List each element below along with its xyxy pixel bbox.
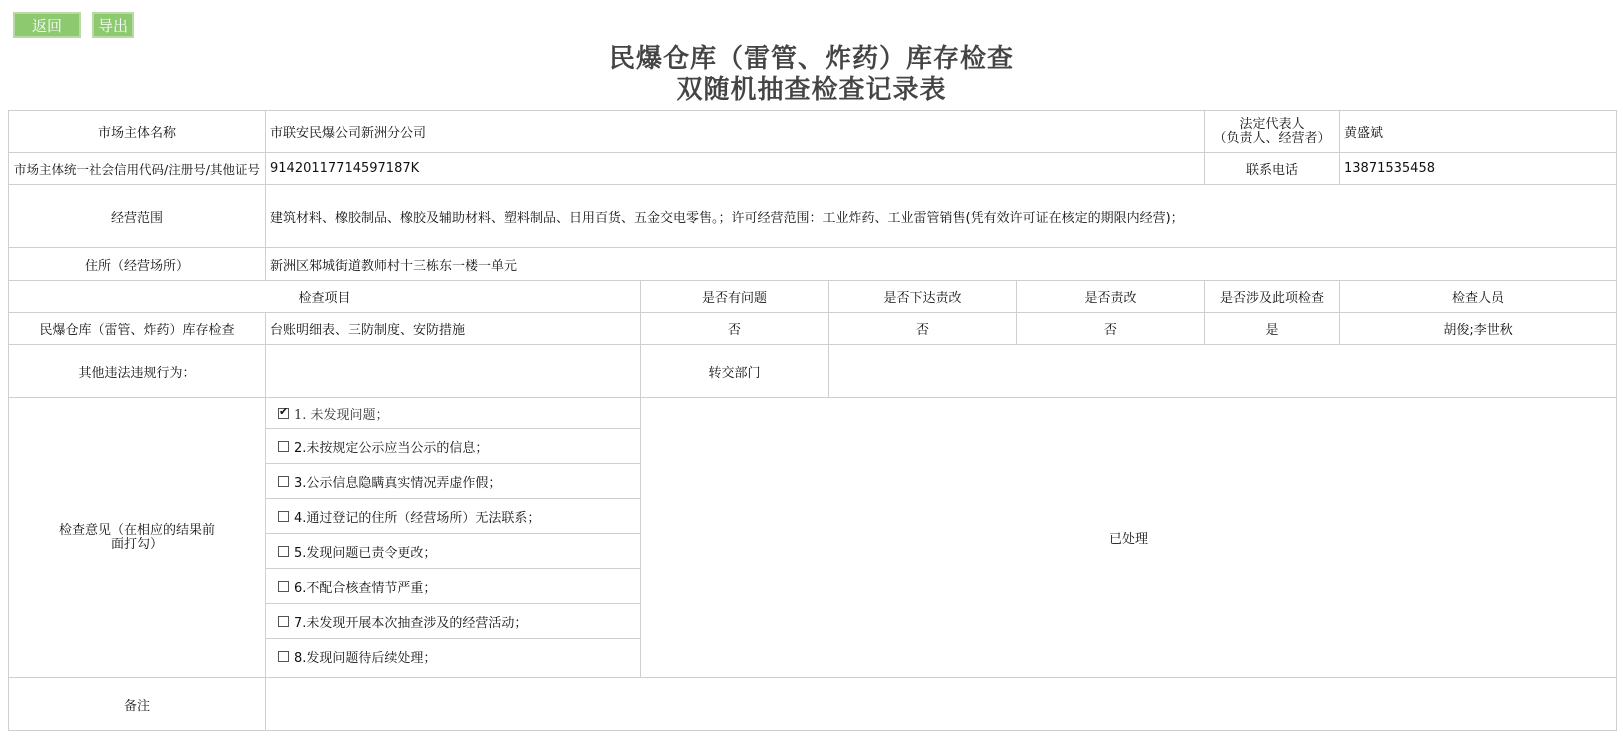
business-scope-label: 经营范围 (9, 185, 266, 248)
header-rectified: 是否责改 (1017, 281, 1205, 313)
opinion-option-label: 4.通过登记的住所（经营场所）无法联系； (294, 510, 541, 526)
address-value: 新洲区邾城街道教师村十三栋东一楼一单元 (266, 248, 1617, 281)
inspection-record-table (8, 110, 1617, 731)
legal-rep-value: 黄盛斌 (1340, 111, 1617, 153)
opinion-label-line2: 面打勾） (110, 536, 163, 552)
checkbox-icon[interactable] (278, 441, 289, 452)
checkbox-icon[interactable] (278, 476, 289, 487)
has-problem-value: 否 (641, 313, 829, 345)
other-violations-value (266, 345, 641, 398)
entity-name-value: 市联安民爆公司新洲分公司 (266, 111, 1205, 153)
header-involved: 是否涉及此项检查 (1205, 281, 1340, 313)
checkbox-icon[interactable] (278, 616, 289, 627)
header-check-item: 检查项目 (9, 281, 641, 313)
remarks-value (266, 678, 1617, 731)
business-scope-value: 建筑材料、橡胶制品、橡胶及辅助材料、塑料制品、日用百货、五金交电零售。；许可经营范围：工业炸药、工业雷管销售(凭有效许可证在核定的期限内经营)； (266, 185, 1617, 248)
opinion-option-label: 6.不配合核查情节严重； (294, 580, 437, 596)
back-button[interactable]: 返回 (13, 12, 81, 38)
entity-name-label: 市场主体名称 (9, 111, 266, 153)
opinion-option-label: 3.公示信息隐瞒真实情况弄虚作假； (294, 475, 502, 491)
opinion-option-label: 8.发现问题待后续处理； (294, 651, 437, 666)
opinion-option-label: 1. 未发现问题； (294, 407, 389, 423)
checkbox-icon[interactable] (278, 651, 289, 662)
opinion-option-label: 7.未发现开展本次抽查涉及的经营活动； (294, 615, 528, 631)
opinion-option-7[interactable] (266, 604, 640, 639)
checkbox-icon[interactable] (278, 581, 289, 592)
opinion-option-3[interactable] (266, 464, 640, 499)
inspectors-value: 胡俊;李世秋 (1340, 313, 1617, 345)
header-inspectors: 检查人员 (1340, 281, 1617, 313)
opinion-option-5[interactable] (266, 534, 640, 569)
address-label: 住所（经营场所） (9, 248, 266, 281)
header-rectification-ordered: 是否下达责改 (829, 281, 1017, 313)
legal-rep-label-line2: （负责人、经营者） (1213, 130, 1331, 146)
rectified-value: 否 (1017, 313, 1205, 345)
opinion-status: 已处理 (641, 398, 1617, 678)
phone-label: 联系电话 (1205, 153, 1340, 185)
opinion-option-1[interactable] (266, 398, 640, 429)
checkbox-checked-icon[interactable] (278, 408, 289, 419)
opinion-option-label: 5.发现问题已责令更改； (294, 545, 437, 561)
opinion-option-8[interactable] (266, 639, 640, 674)
check-item-name: 民爆仓库（雷管、炸药）库存检查 (9, 313, 266, 345)
legal-rep-label-line1: 法定代表人 (1239, 116, 1305, 132)
opinion-options (266, 398, 641, 678)
opinion-label (9, 398, 266, 678)
checkbox-icon[interactable] (278, 511, 289, 522)
page-title-line2: 双随机抽查检查记录表 (676, 75, 947, 105)
page-title-line1: 民爆仓库（雷管、炸药）库存检查 (608, 44, 1014, 74)
opinion-option-2[interactable] (266, 429, 640, 464)
other-violations-label: 其他违法违规行为： (9, 345, 266, 398)
phone-value: 13871535458 (1340, 153, 1617, 185)
opinion-label-line1: 检查意见（在相应的结果前 (58, 522, 215, 538)
credit-code-value: 91420117714597187K (266, 153, 1205, 185)
opinion-option-4[interactable] (266, 499, 640, 534)
checkbox-icon[interactable] (278, 546, 289, 557)
legal-rep-label (1205, 111, 1340, 153)
transfer-dept-label: 转交部门 (641, 345, 829, 398)
transfer-dept-value (829, 345, 1617, 398)
opinion-option-label: 2.未按规定公示应当公示的信息； (294, 440, 489, 456)
opinion-option-6[interactable] (266, 569, 640, 604)
header-has-problem: 是否有问题 (641, 281, 829, 313)
credit-code-label: 市场主体统一社会信用代码/注册号/其他证号 (9, 153, 266, 185)
export-button[interactable]: 导出 (92, 12, 134, 38)
remarks-label: 备注 (9, 678, 266, 731)
check-item-content: 台账明细表、三防制度、安防措施 (266, 313, 641, 345)
involved-value: 是 (1205, 313, 1340, 345)
rectification-ordered-value: 否 (829, 313, 1017, 345)
